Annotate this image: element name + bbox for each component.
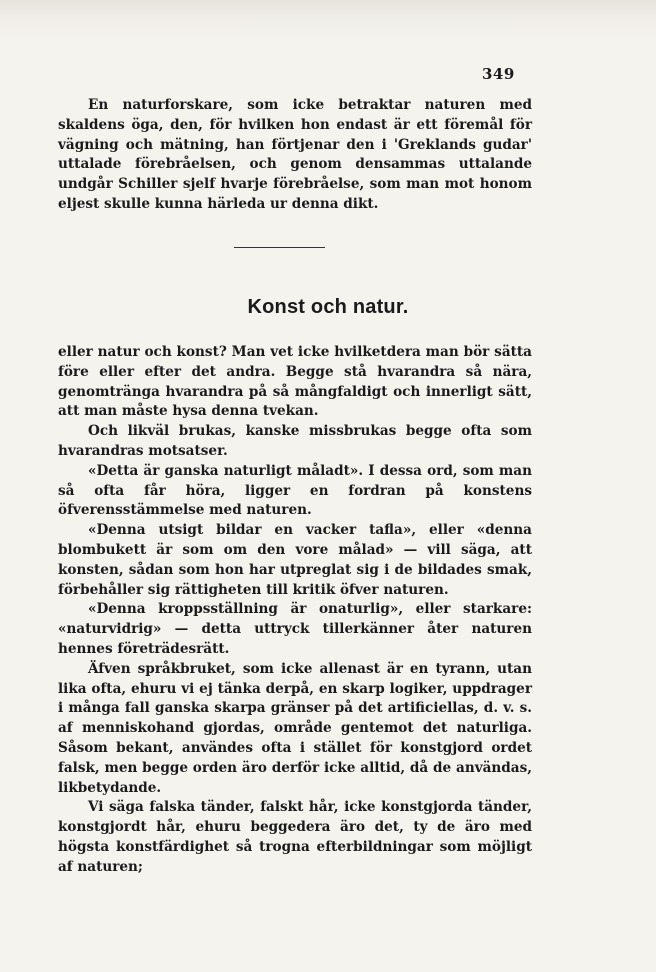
section-title: Konst och natur.: [247, 296, 409, 318]
body-paragraph: «Denna utsigt bildar en vacker tafla», eller «denna blombukett är som om den vore målad» — vill säga, att konsten, sådan som hon har utpreglat sig i de bildades smak, förbehåller sig rättigheten till kritik öfver naturen.: [58, 522, 532, 598]
body-paragraph: «Denna kroppsställning är onaturlig», eller starkare: «naturvidrig» — detta uttryck tillerkänner åter naturen hennes företrädesrätt.: [58, 601, 532, 657]
body-paragraph: eller natur och konst? Man vet icke hvilketdera man bör sätta före eller efter det andra. Begge stå hvarandra så nära, genomtränga hvarandra på så mångfaldigt och innerligt sätt, att man måste hysa denna tvekan.: [58, 344, 532, 420]
body-paragraph: Vi säga falska tänder, falskt hår, icke konstgjorda tänder, konstgjordt hår, ehuru beggedera äro det, ty de äro med högsta konstfärdighet så trogna efterbildningar som möjligt af naturen;: [58, 799, 532, 875]
intro-paragraph: En naturforskare, som icke betraktar naturen med skaldens öga, den, för hvilken hon endast är ett föremål för vägning och mätning, han förtjenar den i 'Greklands gudar' uttalade förebråelsen, och genom densammas uttalande undgår Schiller sjelf hvarje förebråelse, som man mot honom eljest skulle kunna härleda ur denna dikt.: [58, 97, 532, 212]
section-divider: [234, 247, 325, 248]
body-paragraph: «Detta är ganska naturligt måladt». I dessa ord, som man så ofta får höra, ligger en fordran på konstens öfverensstämmelse med naturen.: [58, 462, 532, 519]
body-paragraph: Äfven språkbruket, som icke allenast är en tyrann, utan lika ofta, ehuru vi ej tänka derpå, en skarp logiker, uppdrager i många fall ganska skarpa gränser på det artificiellas, d. v. s. af menniskohand gjordas, område gentemot det naturliga. Såsom bekant, användes ofta i stället för konstgjord ordet falsk, men begge orden äro derför icke alltid, då de användas, likbetydande.: [58, 660, 532, 796]
intro-text: [58, 96, 532, 215]
section-body: [58, 343, 532, 878]
page-scan-edge: [0, 0, 656, 40]
page-number: 349: [482, 65, 515, 83]
body-paragraph: Och likväl brukas, kanske missbrukas begge ofta som hvarandras motsatser.: [58, 423, 532, 459]
